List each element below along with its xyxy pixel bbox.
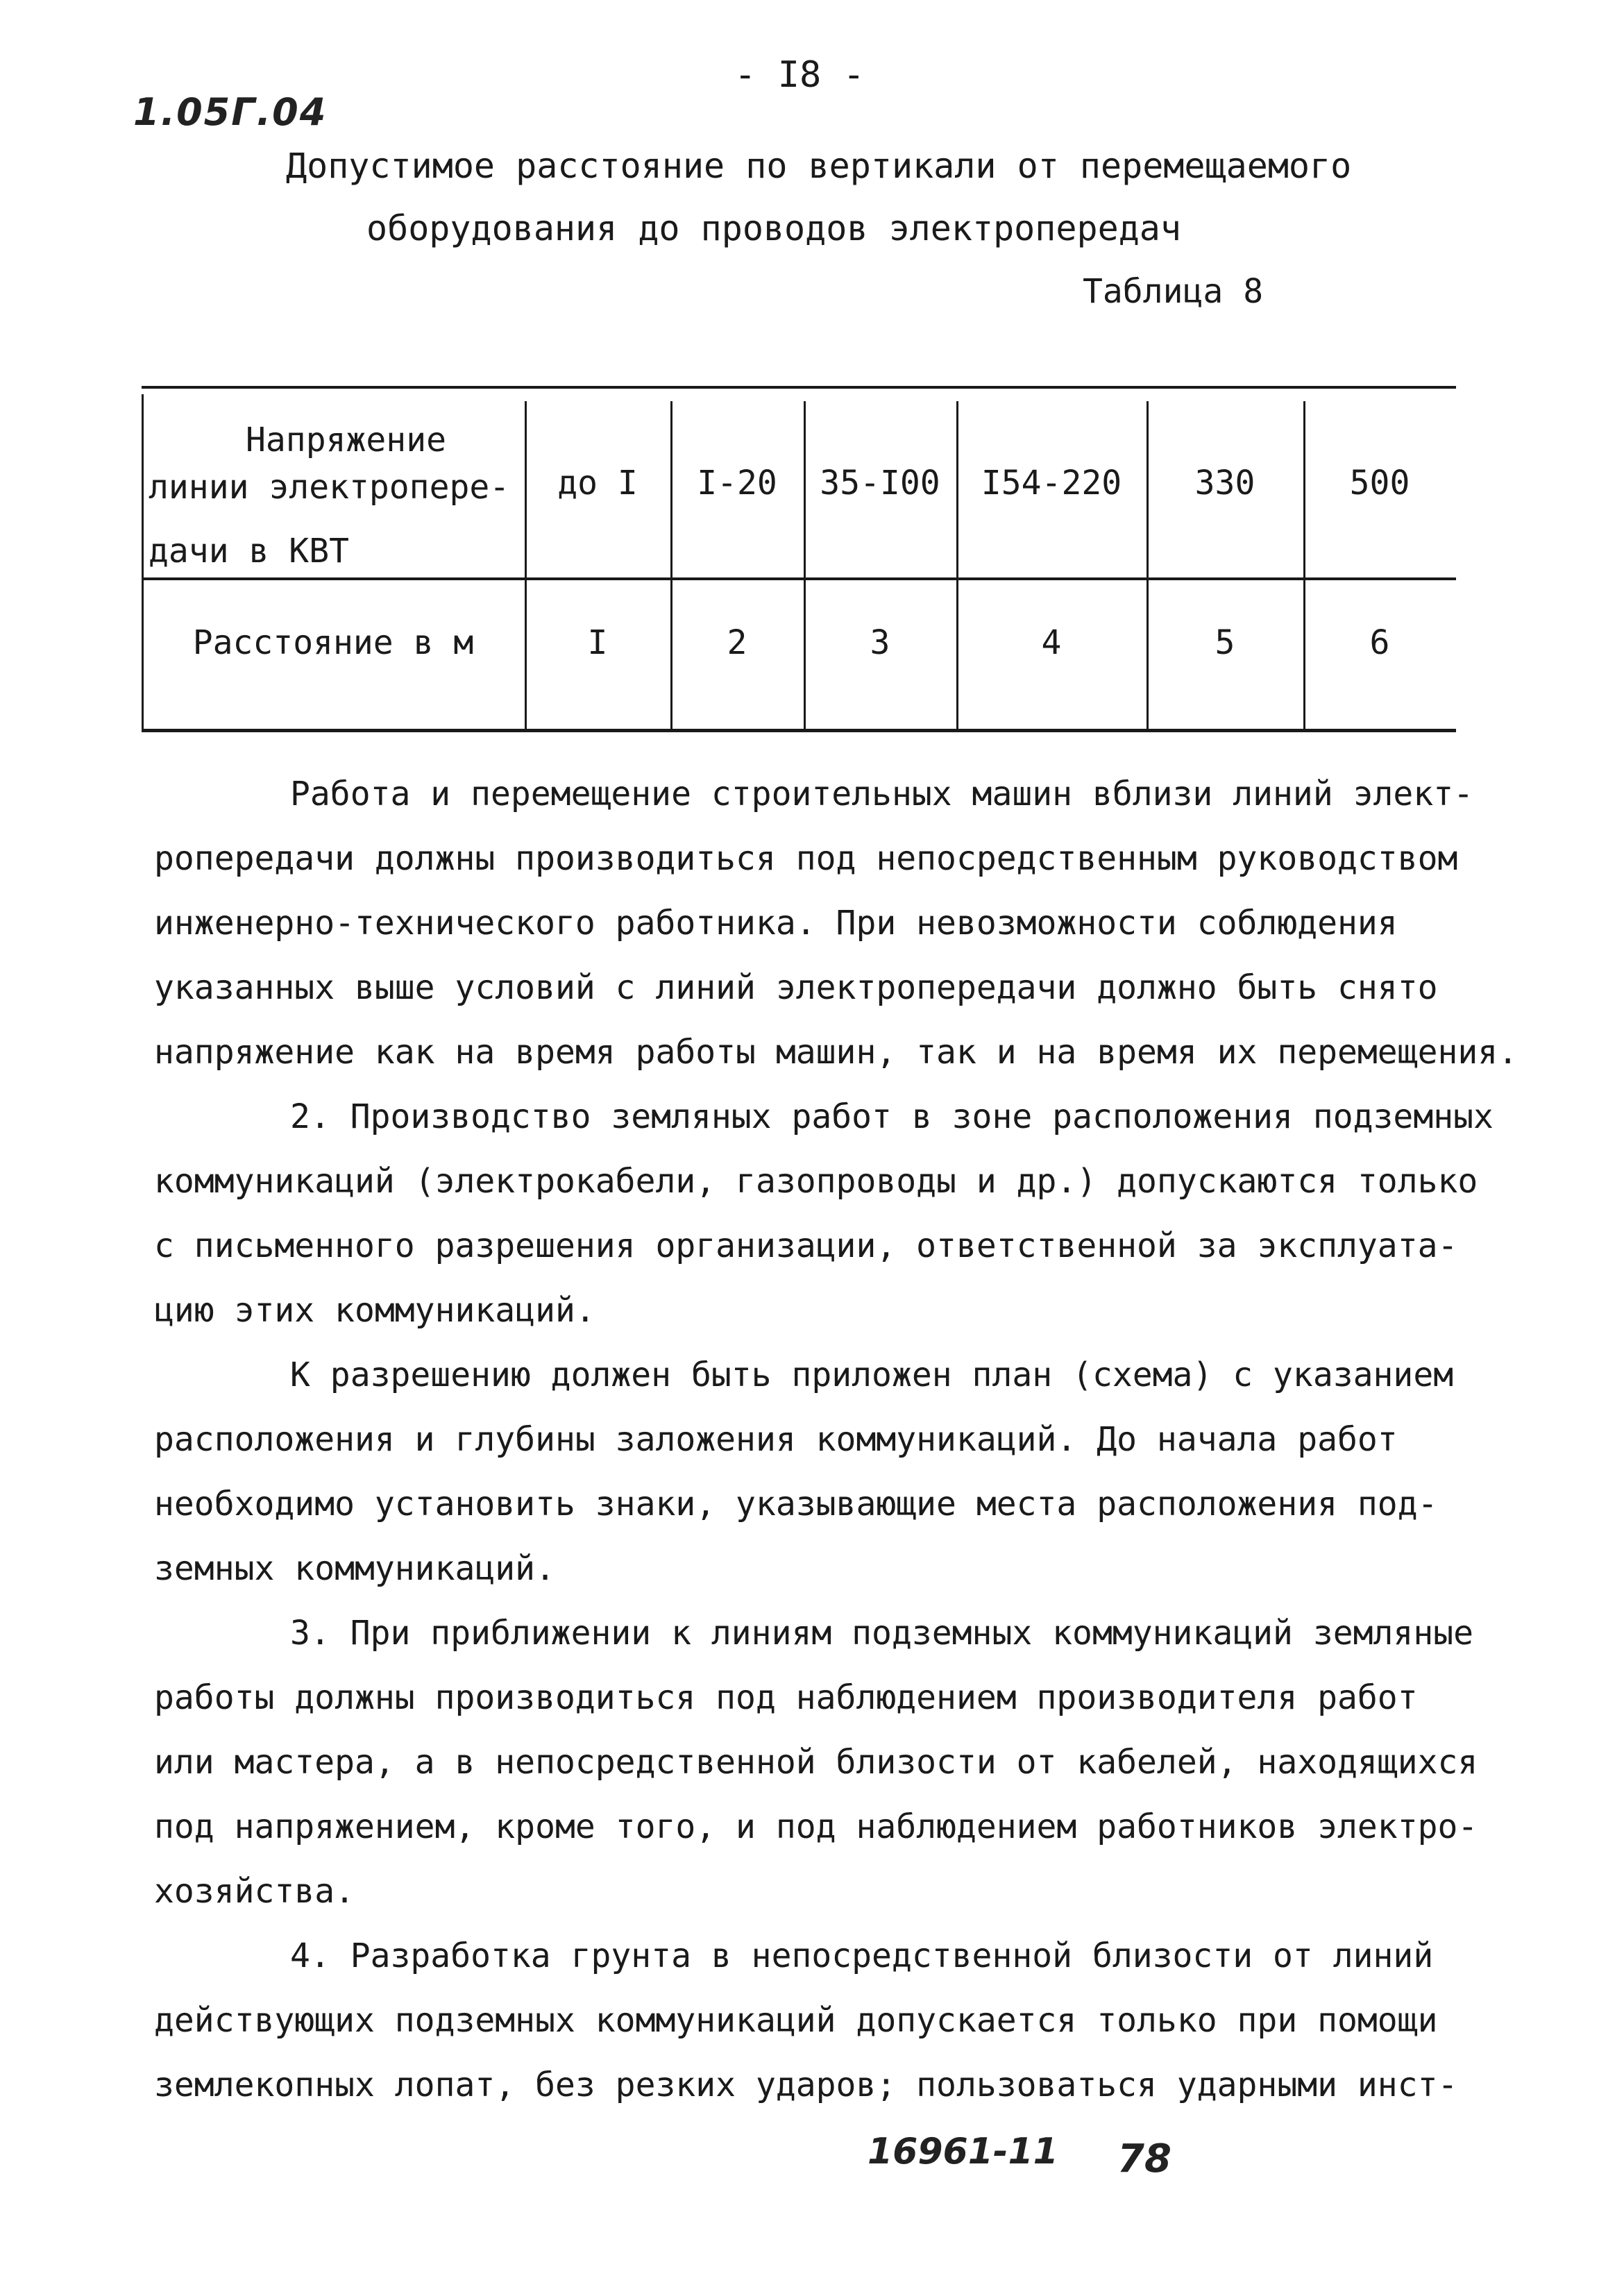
text-line: К разрешению должен быть приложен план (схема) с указанием xyxy=(290,1356,1454,1394)
voltage-header-cell: 35-I00 xyxy=(820,464,940,503)
header-label-line-1: Напряжение xyxy=(246,421,446,459)
distance-value-cell: I xyxy=(587,623,608,662)
text-line: хозяйства. xyxy=(154,1872,355,1911)
header-label-line-2: линии электропере- xyxy=(149,468,510,507)
row-label: Расстояние в м xyxy=(192,623,474,662)
voltage-header-cell: 500 xyxy=(1349,464,1410,503)
paragraph-4-excavation xyxy=(154,1924,1473,2118)
text-line: расположения и глубины заложения коммуникаций. До начала работ xyxy=(154,1420,1398,1459)
handwritten-footer-page: 78 xyxy=(1117,2136,1171,2181)
text-line: 2. Производство земляных работ в зоне расположения подземных xyxy=(290,1097,1494,1136)
text-line: цию этих коммуникаций. xyxy=(154,1291,595,1330)
table-title-line-2: оборудования до проводов электропередач xyxy=(366,208,1181,248)
voltage-header-cell: до I xyxy=(557,464,638,503)
text-line: землекопных лопат, без резких ударов; пользоваться ударными инст- xyxy=(154,2066,1458,2104)
header-label-line-3: дачи в КВТ xyxy=(149,532,349,571)
paragraph-2-earthworks xyxy=(154,1085,1494,1343)
text-line: необходимо установить знаки, указывающие места расположения под- xyxy=(154,1485,1438,1523)
paragraph-3-supervision xyxy=(154,1601,1478,1924)
text-line: ропередачи должны производиться под непосредственным руководством xyxy=(154,839,1458,878)
handwritten-footer-code: 16961-11 xyxy=(868,2131,1058,2172)
table-title-line-1: Допустимое расстояние по вертикали от перемещаемого xyxy=(286,146,1352,186)
table-left-border xyxy=(142,394,144,732)
text-line: земных коммуникаций. xyxy=(154,1549,555,1588)
handwritten-document-code: 1.05Г.04 xyxy=(133,90,328,134)
paragraph-work-near-power-lines xyxy=(154,762,1518,1085)
table-bottom-rule xyxy=(142,729,1456,732)
distance-value-cell: 2 xyxy=(727,623,747,662)
text-line: под напряжением, кроме того, и под наблюдением работников электро- xyxy=(154,1807,1478,1846)
distance-value-cell: 5 xyxy=(1215,623,1235,662)
table-label: Таблица 8 xyxy=(1083,272,1264,311)
distance-value-cell: 3 xyxy=(870,623,890,662)
voltage-header-cell: I54-220 xyxy=(981,464,1122,503)
table-middle-rule xyxy=(142,577,1456,580)
paragraph-permit-plan xyxy=(154,1343,1473,1601)
table-top-rule xyxy=(142,386,1456,389)
text-line: 3. При приближении к линиям подземных коммуникаций земляные xyxy=(290,1614,1474,1653)
distance-table xyxy=(142,386,1456,733)
text-line: указанных выше условий с линий электропередачи должно быть снято xyxy=(154,968,1438,1007)
voltage-header-cell: 330 xyxy=(1194,464,1255,503)
page-number: - I8 - xyxy=(734,54,865,96)
text-line: с письменного разрешения организации, ответственной за эксплуата- xyxy=(154,1226,1458,1265)
text-line: коммуникаций (электрокабели, газопроводы и др.) допускаются только xyxy=(154,1162,1478,1201)
text-line: или мастера, а в непосредственной близости от кабелей, находящихся xyxy=(154,1743,1478,1782)
distance-value-cell: 6 xyxy=(1369,623,1390,662)
text-line: 4. Разработка грунта в непосредственной близости от линий xyxy=(290,1936,1434,1975)
distance-value-cell: 4 xyxy=(1041,623,1062,662)
voltage-header-cell: I-20 xyxy=(697,464,777,503)
text-line: инженерно-технического работника. При невозможности соблюдения xyxy=(154,904,1398,943)
text-line: Работа и перемещение строительных машин вблизи линий элект- xyxy=(290,775,1474,813)
text-line: напряжение как на время работы машин, так и на время их перемещения. xyxy=(154,1033,1518,1072)
text-line: действующих подземных коммуникаций допускается только при помощи xyxy=(154,2001,1438,2040)
text-line: работы должны производиться под наблюдением производителя работ xyxy=(154,1678,1418,1717)
